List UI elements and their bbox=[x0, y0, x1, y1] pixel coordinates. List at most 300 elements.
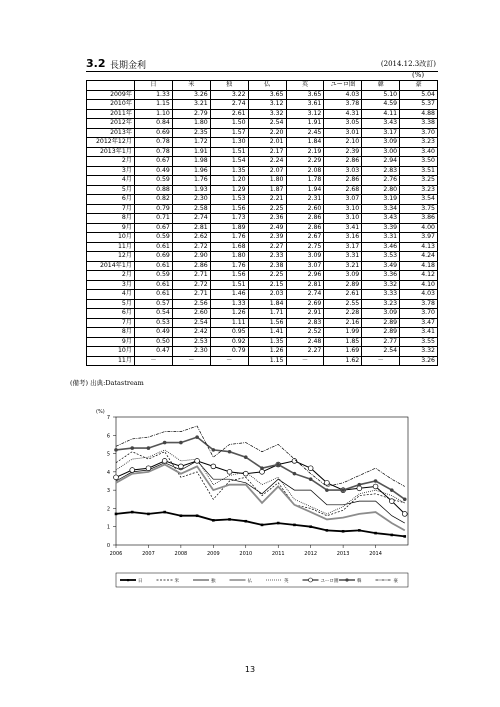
series-point bbox=[196, 514, 199, 517]
rate-cell: 2.54 bbox=[172, 318, 210, 328]
rate-cell: 2.94 bbox=[362, 157, 400, 167]
rate-cell: 0.79 bbox=[135, 204, 173, 214]
rate-cell: － bbox=[210, 356, 248, 366]
x-tick-label: 2012 bbox=[304, 551, 318, 557]
y-tick-label: 4 bbox=[106, 469, 110, 476]
legend-label: 韓 bbox=[357, 579, 362, 584]
rate-cell: 2.69 bbox=[286, 299, 324, 309]
rate-cell: 2.86 bbox=[286, 214, 324, 224]
x-tick-label: 2007 bbox=[142, 551, 155, 557]
rate-cell: 2.49 bbox=[248, 223, 286, 233]
rate-cell: 2.30 bbox=[172, 347, 210, 357]
rate-cell: 1.29 bbox=[210, 185, 248, 195]
row-label: 4月 bbox=[87, 290, 135, 300]
rate-cell: 2.62 bbox=[172, 233, 210, 243]
rate-cell: 0.69 bbox=[135, 128, 173, 138]
series-point bbox=[276, 463, 280, 467]
series-point bbox=[260, 466, 264, 470]
series-point bbox=[147, 513, 150, 516]
rate-cell: 2.01 bbox=[248, 138, 286, 148]
rate-cell: 0.57 bbox=[135, 299, 173, 309]
rate-cell: 1.80 bbox=[210, 252, 248, 262]
rate-cell: 3.10 bbox=[324, 204, 362, 214]
rate-cell: 0.59 bbox=[135, 233, 173, 243]
series-point bbox=[261, 524, 264, 527]
series-point bbox=[277, 522, 280, 525]
rate-cell: 1.57 bbox=[210, 128, 248, 138]
section-title: 長期金利 bbox=[110, 61, 147, 71]
rate-cell: 1.51 bbox=[210, 280, 248, 290]
rate-cell: 1.26 bbox=[248, 347, 286, 357]
rate-cell: 3.75 bbox=[400, 204, 438, 214]
series-point bbox=[114, 475, 119, 480]
series-point bbox=[358, 483, 362, 487]
table-row bbox=[87, 195, 438, 205]
legend-label: 米 bbox=[174, 579, 179, 584]
rate-cell: 1.96 bbox=[172, 166, 210, 176]
rate-cell: 2.31 bbox=[286, 195, 324, 205]
series-line bbox=[116, 450, 405, 514]
series-point bbox=[180, 514, 183, 517]
rate-cell: 2.45 bbox=[286, 128, 324, 138]
rate-cell: 2.25 bbox=[248, 204, 286, 214]
rate-cell: 1.98 bbox=[172, 157, 210, 167]
y-axis-label: (%) bbox=[96, 409, 105, 415]
series-point bbox=[131, 511, 134, 514]
rate-cell: 3.49 bbox=[362, 261, 400, 271]
rate-cell: 1.62 bbox=[324, 356, 362, 366]
series-point bbox=[293, 472, 297, 476]
rate-cell: 2.38 bbox=[248, 261, 286, 271]
rate-cell: 3.65 bbox=[286, 90, 324, 100]
rate-cell: 2.89 bbox=[324, 280, 362, 290]
series-point bbox=[374, 479, 378, 483]
rate-cell: 3.47 bbox=[400, 318, 438, 328]
rate-cell: 2.17 bbox=[248, 147, 286, 157]
rate-cell: 2.71 bbox=[172, 290, 210, 300]
rate-cell: 4.59 bbox=[362, 100, 400, 110]
rate-cell: 3.09 bbox=[362, 138, 400, 148]
rate-cell: 3.25 bbox=[400, 176, 438, 186]
rate-cell: 2.81 bbox=[172, 223, 210, 233]
rate-cell: 1.33 bbox=[135, 90, 173, 100]
table-row bbox=[87, 138, 438, 148]
column-header: 韓 bbox=[362, 81, 400, 91]
rate-cell: 1.50 bbox=[210, 119, 248, 129]
legend-marker bbox=[309, 578, 313, 582]
rate-cell: 2.54 bbox=[248, 119, 286, 129]
rate-cell: － bbox=[362, 356, 400, 366]
table-row bbox=[87, 318, 438, 328]
series-point bbox=[114, 448, 118, 452]
legend-box bbox=[116, 573, 408, 587]
table-row bbox=[87, 252, 438, 262]
row-label: 2012年 bbox=[87, 119, 135, 129]
rate-cell: 2.74 bbox=[286, 290, 324, 300]
row-label: 5月 bbox=[87, 185, 135, 195]
rate-cell: 3.21 bbox=[172, 100, 210, 110]
rate-cell: 3.07 bbox=[324, 195, 362, 205]
rate-cell: 2.72 bbox=[172, 242, 210, 252]
rate-line-chart bbox=[88, 405, 416, 600]
rate-cell: 3.46 bbox=[362, 242, 400, 252]
rate-cell: 2.72 bbox=[172, 280, 210, 290]
rate-cell: 3.32 bbox=[400, 347, 438, 357]
rate-cell: 0.71 bbox=[135, 214, 173, 224]
table-row bbox=[87, 214, 438, 224]
header-corner bbox=[87, 81, 135, 91]
series-point bbox=[293, 524, 296, 527]
rate-cell: 2.86 bbox=[286, 223, 324, 233]
rate-cell: 2.67 bbox=[286, 233, 324, 243]
x-tick-label: 2008 bbox=[174, 551, 188, 557]
rate-cell: 5.37 bbox=[400, 100, 438, 110]
series-point bbox=[389, 499, 394, 504]
rate-cell: 0.79 bbox=[210, 347, 248, 357]
table-row bbox=[87, 128, 438, 138]
column-header: 独 bbox=[210, 81, 248, 91]
row-label: 2011年 bbox=[87, 109, 135, 119]
rate-cell: 2.29 bbox=[286, 157, 324, 167]
rate-cell: 3.36 bbox=[362, 271, 400, 281]
rate-cell: 2.10 bbox=[324, 138, 362, 148]
x-tick-label: 2009 bbox=[206, 551, 220, 557]
rate-cell: 2.15 bbox=[248, 280, 286, 290]
rate-cell: 3.17 bbox=[362, 128, 400, 138]
rate-cell: 3.17 bbox=[324, 242, 362, 252]
column-header: 豪 bbox=[400, 81, 438, 91]
row-label: 9月 bbox=[87, 223, 135, 233]
table-row bbox=[87, 90, 438, 100]
series-point bbox=[130, 468, 135, 473]
rate-cell: 2.86 bbox=[324, 157, 362, 167]
rate-cell: 1.33 bbox=[210, 299, 248, 309]
rate-cell: 2.39 bbox=[248, 233, 286, 243]
rate-cell: 0.95 bbox=[210, 328, 248, 338]
series-point bbox=[115, 513, 118, 516]
rate-cell: 2.30 bbox=[172, 195, 210, 205]
rate-cell: 1.80 bbox=[172, 119, 210, 129]
table-row bbox=[87, 233, 438, 243]
rate-cell: 2.96 bbox=[286, 271, 324, 281]
table-row bbox=[87, 242, 438, 252]
y-tick-label: 3 bbox=[106, 488, 110, 495]
series-point bbox=[308, 466, 313, 471]
rate-cell: 3.34 bbox=[362, 204, 400, 214]
table-row bbox=[87, 109, 438, 119]
rate-cell: 3.78 bbox=[400, 299, 438, 309]
row-label: 2014年1月 bbox=[87, 261, 135, 271]
rate-cell: 3.51 bbox=[400, 166, 438, 176]
column-header: 日 bbox=[135, 81, 173, 91]
rate-cell: 2.89 bbox=[362, 318, 400, 328]
rate-cell: 2.55 bbox=[324, 299, 362, 309]
table-row bbox=[87, 100, 438, 110]
source-note: (備考) 出典:Datastream bbox=[70, 379, 144, 387]
series-point bbox=[212, 519, 215, 522]
rate-cell: 3.53 bbox=[362, 252, 400, 262]
rate-cell: 1.72 bbox=[172, 138, 210, 148]
series-point bbox=[228, 518, 231, 521]
column-header: 英 bbox=[286, 81, 324, 91]
rate-cell: 2.60 bbox=[286, 204, 324, 214]
rate-cell: 3.41 bbox=[324, 223, 362, 233]
rate-cell: 2.16 bbox=[324, 318, 362, 328]
section-header bbox=[86, 57, 438, 72]
rate-cell: 2.75 bbox=[286, 242, 324, 252]
row-label: 11月 bbox=[87, 356, 135, 366]
rate-cell: 0.54 bbox=[135, 309, 173, 319]
series-point bbox=[324, 480, 329, 485]
rate-cell: 3.23 bbox=[362, 299, 400, 309]
row-label: 8月 bbox=[87, 214, 135, 224]
series-point bbox=[163, 441, 167, 445]
revision-date: (2014.12.3改訂) bbox=[380, 60, 436, 68]
rate-cell: 3.70 bbox=[400, 128, 438, 138]
rate-cell: 0.49 bbox=[135, 328, 173, 338]
rate-cell: 1.10 bbox=[135, 109, 173, 119]
rate-cell: 2.03 bbox=[248, 290, 286, 300]
rate-cell: 3.26 bbox=[172, 90, 210, 100]
row-label: 10月 bbox=[87, 347, 135, 357]
rate-cell: 2.27 bbox=[286, 347, 324, 357]
series-point bbox=[178, 464, 183, 469]
rate-cell: 3.86 bbox=[400, 214, 438, 224]
table-row bbox=[87, 299, 438, 309]
rate-cell: 3.00 bbox=[362, 147, 400, 157]
rate-cell: 2.53 bbox=[172, 337, 210, 347]
rate-cell: 2.80 bbox=[362, 185, 400, 195]
series-point bbox=[243, 471, 248, 476]
rate-cell: 2.68 bbox=[324, 185, 362, 195]
legend-label: 英 bbox=[284, 579, 289, 584]
series-point bbox=[195, 458, 200, 463]
rate-cell: 0.49 bbox=[135, 166, 173, 176]
rate-cell: 3.21 bbox=[324, 261, 362, 271]
rate-cell: 1.53 bbox=[210, 195, 248, 205]
rate-cell: 3.38 bbox=[400, 119, 438, 129]
series-point bbox=[130, 446, 134, 450]
y-tick-label: 1 bbox=[106, 524, 110, 531]
row-label: 7月 bbox=[87, 204, 135, 214]
row-label: 8月 bbox=[87, 328, 135, 338]
rate-cell: － bbox=[172, 356, 210, 366]
rate-cell: 1.78 bbox=[286, 176, 324, 186]
series-point bbox=[309, 525, 312, 528]
row-label: 10月 bbox=[87, 233, 135, 243]
rate-cell: 1.46 bbox=[210, 290, 248, 300]
rate-cell: 1.15 bbox=[135, 100, 173, 110]
rate-cell: 3.32 bbox=[362, 280, 400, 290]
rate-cell: 3.05 bbox=[324, 119, 362, 129]
y-tick-label: 0 bbox=[106, 543, 110, 549]
rate-cell: 3.12 bbox=[286, 109, 324, 119]
rate-cell: 2.81 bbox=[286, 280, 324, 290]
rate-cell: 4.31 bbox=[324, 109, 362, 119]
rate-cell: 1.94 bbox=[286, 185, 324, 195]
rate-cell: 2.90 bbox=[172, 252, 210, 262]
rate-cell: 3.65 bbox=[248, 90, 286, 100]
table-row bbox=[87, 309, 438, 319]
table-row bbox=[87, 223, 438, 233]
rate-cell: 0.88 bbox=[135, 185, 173, 195]
rate-cell: 2.33 bbox=[248, 252, 286, 262]
table-row bbox=[87, 337, 438, 347]
rate-cell: 3.78 bbox=[324, 100, 362, 110]
series-point bbox=[163, 511, 166, 514]
series-point bbox=[373, 484, 378, 489]
rate-cell: 3.33 bbox=[362, 290, 400, 300]
series-point bbox=[325, 488, 329, 492]
row-label: 2月 bbox=[87, 271, 135, 281]
rate-cell: 0.92 bbox=[210, 337, 248, 347]
rate-cell: 1.76 bbox=[172, 176, 210, 186]
rate-cell: 4.88 bbox=[400, 109, 438, 119]
series-point bbox=[374, 532, 377, 535]
rate-cell: 3.03 bbox=[324, 166, 362, 176]
rate-cell: 5.04 bbox=[400, 90, 438, 100]
rate-cell: 2.89 bbox=[362, 328, 400, 338]
legend-marker bbox=[345, 578, 348, 581]
rate-cell: 1.54 bbox=[210, 157, 248, 167]
rate-cell: 3.16 bbox=[324, 233, 362, 243]
rate-cell: 2.54 bbox=[362, 347, 400, 357]
legend-label: 日 bbox=[138, 579, 143, 584]
series-point bbox=[211, 464, 216, 469]
series-point bbox=[260, 469, 265, 474]
rate-cell: 1.69 bbox=[324, 347, 362, 357]
rate-cell: 1.35 bbox=[248, 337, 286, 347]
rate-cell: 1.51 bbox=[210, 147, 248, 157]
rate-cell: 1.56 bbox=[210, 204, 248, 214]
rate-cell: 3.22 bbox=[210, 90, 248, 100]
rate-cell: 3.10 bbox=[324, 214, 362, 224]
rate-cell: 1.91 bbox=[286, 119, 324, 129]
table-row bbox=[87, 166, 438, 176]
table-row bbox=[87, 157, 438, 167]
series-point bbox=[357, 486, 362, 491]
series-line bbox=[116, 512, 405, 536]
rate-cell: 1.80 bbox=[248, 176, 286, 186]
series-point bbox=[326, 529, 329, 532]
x-tick-label: 2010 bbox=[239, 551, 253, 557]
series-point bbox=[403, 497, 407, 501]
series-point bbox=[358, 529, 361, 532]
rate-cell: 2.08 bbox=[286, 166, 324, 176]
rate-cell: 1.35 bbox=[210, 166, 248, 176]
rate-cell: 2.86 bbox=[172, 261, 210, 271]
rate-cell: 0.61 bbox=[135, 280, 173, 290]
rate-cell: 4.13 bbox=[400, 242, 438, 252]
row-label: 3月 bbox=[87, 166, 135, 176]
series-point bbox=[342, 530, 345, 533]
rate-cell: 3.12 bbox=[248, 100, 286, 110]
page-number: 13 bbox=[244, 665, 256, 674]
rate-cell: 0.59 bbox=[135, 176, 173, 186]
rate-cell: 0.50 bbox=[135, 337, 173, 347]
rate-cell: 3.41 bbox=[400, 328, 438, 338]
rate-cell: 3.19 bbox=[362, 195, 400, 205]
rate-cell: 4.00 bbox=[400, 223, 438, 233]
rate-cell: 4.12 bbox=[400, 271, 438, 281]
rate-cell: 1.20 bbox=[210, 176, 248, 186]
rate-cell: 3.39 bbox=[362, 223, 400, 233]
rate-cell: 0.84 bbox=[135, 119, 173, 129]
rate-cell: 1.76 bbox=[210, 261, 248, 271]
row-label: 6月 bbox=[87, 309, 135, 319]
rate-cell: 1.87 bbox=[248, 185, 286, 195]
rate-cell: 3.09 bbox=[324, 271, 362, 281]
series-point bbox=[212, 448, 216, 452]
rate-cell: 2.35 bbox=[172, 128, 210, 138]
rate-cell: 3.31 bbox=[362, 233, 400, 243]
rate-cell: 1.84 bbox=[286, 138, 324, 148]
row-label: 2013年 bbox=[87, 128, 135, 138]
rate-cell: 2.56 bbox=[172, 299, 210, 309]
table-body bbox=[87, 90, 438, 366]
rate-cell: 2.07 bbox=[248, 166, 286, 176]
rate-cell: 1.71 bbox=[248, 309, 286, 319]
table-row bbox=[87, 119, 438, 129]
rate-cell: 2.39 bbox=[324, 147, 362, 157]
rate-cell: 2.48 bbox=[286, 337, 324, 347]
rate-cell: 0.67 bbox=[135, 223, 173, 233]
rate-cell: 3.97 bbox=[400, 233, 438, 243]
section-number: 3.2 bbox=[86, 57, 106, 70]
rate-cell: 1.15 bbox=[248, 356, 286, 366]
rate-cell: 2.20 bbox=[248, 128, 286, 138]
rate-cell: 1.11 bbox=[210, 318, 248, 328]
rate-cell: 3.09 bbox=[362, 309, 400, 319]
row-label: 2013年1月 bbox=[87, 147, 135, 157]
rate-cell: 2.79 bbox=[172, 109, 210, 119]
x-tick-label: 2013 bbox=[336, 551, 350, 557]
series-point bbox=[146, 466, 151, 471]
row-label: 2012年12月 bbox=[87, 138, 135, 148]
rate-cell: 2.61 bbox=[210, 109, 248, 119]
rate-cell: 2.42 bbox=[172, 328, 210, 338]
table-header-row bbox=[87, 81, 438, 91]
row-label: 11月 bbox=[87, 242, 135, 252]
rate-cell: 3.70 bbox=[400, 309, 438, 319]
table-row bbox=[87, 347, 438, 357]
rate-cell: 0.61 bbox=[135, 242, 173, 252]
rate-cell: 2.36 bbox=[248, 214, 286, 224]
rate-cell: 2.83 bbox=[362, 166, 400, 176]
rate-cell: 4.24 bbox=[400, 252, 438, 262]
rate-cell: 3.01 bbox=[324, 128, 362, 138]
rate-cell: 0.61 bbox=[135, 290, 173, 300]
rate-cell: 4.11 bbox=[362, 109, 400, 119]
legend-label: 豪 bbox=[393, 579, 398, 584]
rate-cell: 2.71 bbox=[172, 271, 210, 281]
rate-cell: 2.27 bbox=[248, 242, 286, 252]
rate-cell: 1.89 bbox=[210, 223, 248, 233]
rate-cell: 1.99 bbox=[324, 328, 362, 338]
rate-cell: 0.82 bbox=[135, 195, 173, 205]
rate-cell: 2.60 bbox=[172, 309, 210, 319]
rate-cell: 0.53 bbox=[135, 318, 173, 328]
row-label: 2010年 bbox=[87, 100, 135, 110]
y-tick-label: 2 bbox=[106, 506, 110, 513]
rate-cell: 2.91 bbox=[286, 309, 324, 319]
rate-cell: 2.77 bbox=[362, 337, 400, 347]
series-point bbox=[162, 458, 167, 463]
rate-cell: 3.09 bbox=[286, 252, 324, 262]
column-header: 米 bbox=[172, 81, 210, 91]
row-label: 5月 bbox=[87, 299, 135, 309]
series-point bbox=[309, 477, 313, 481]
